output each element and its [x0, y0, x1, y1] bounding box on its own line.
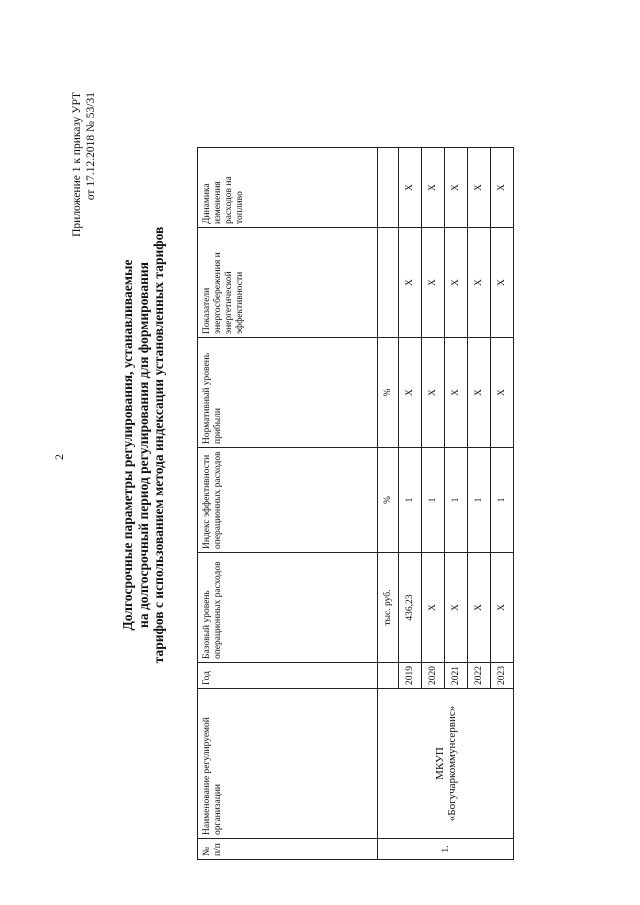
units-base: тыс. руб. [378, 553, 399, 663]
table-header-row [198, 148, 378, 860]
cell-index: 1 [468, 448, 491, 553]
header-base-level: Базовый уровень операционных расходов [198, 553, 378, 663]
cell-energy: X [399, 228, 422, 338]
cell-energy: X [468, 228, 491, 338]
header-year: Год [198, 663, 378, 689]
cell-norm: X [422, 338, 445, 448]
cell-index: 1 [445, 448, 468, 553]
cell-dynamics: X [468, 148, 491, 228]
cell-dynamics: X [399, 148, 422, 228]
cell-year: 2021 [445, 663, 468, 689]
appendix-note [70, 92, 98, 237]
cell-base: X [422, 553, 445, 663]
cell-base: X [468, 553, 491, 663]
row-number: 1. [378, 839, 514, 860]
appendix-line-1: Приложение 1 к приказу УРТ [71, 92, 83, 237]
cell-dynamics: X [422, 148, 445, 228]
units-dynamics [378, 148, 399, 228]
units-norm: % [378, 338, 399, 448]
cell-energy: X [445, 228, 468, 338]
cell-index: 1 [422, 448, 445, 553]
header-num: № п/п [198, 839, 378, 860]
cell-energy: X [491, 228, 514, 338]
title-line-3: тарифов с использованием метода индексации установленных тарифов [151, 226, 166, 664]
cell-index: 1 [491, 448, 514, 553]
cell-base: X [445, 553, 468, 663]
cell-year: 2023 [491, 663, 514, 689]
units-energy [378, 228, 399, 338]
document-title [120, 125, 167, 765]
cell-index: 1 [399, 448, 422, 553]
cell-year: 2022 [468, 663, 491, 689]
cell-year: 2019 [399, 663, 422, 689]
cell-norm: X [491, 338, 514, 448]
table-units-row [378, 148, 399, 860]
header-organization: Наименование регулируемой организации [198, 689, 378, 839]
units-year [378, 663, 399, 689]
title-line-1: Долгосрочные параметры регулирования, устанавливаемые [120, 259, 135, 631]
cell-norm: X [468, 338, 491, 448]
parameters-table [197, 147, 514, 860]
header-normative-profit: Нормативный уровень прибыли [198, 338, 378, 448]
cell-energy: X [422, 228, 445, 338]
units-index: % [378, 448, 399, 553]
page-number: 2 [52, 454, 66, 460]
title-line-2: на долгосрочный период регулирования для формирования [135, 262, 151, 628]
cell-base: X [491, 553, 514, 663]
header-energy-saving: Показатели энергосбережения и энергетической эффективности [198, 228, 378, 338]
appendix-line-2: от 17.12.2018 № 53/31 [85, 92, 97, 201]
header-fuel-dynamics: Динамика изменения расходов на топливо [198, 148, 378, 228]
header-efficiency-index: Индекс эффективности операционных расходов [198, 448, 378, 553]
cell-year: 2020 [422, 663, 445, 689]
cell-base: 436,23 [399, 553, 422, 663]
cell-dynamics: X [491, 148, 514, 228]
cell-norm: X [399, 338, 422, 448]
cell-norm: X [445, 338, 468, 448]
organization-name: МКУП «Богучаркоммунсервис» [378, 689, 514, 839]
cell-dynamics: X [445, 148, 468, 228]
